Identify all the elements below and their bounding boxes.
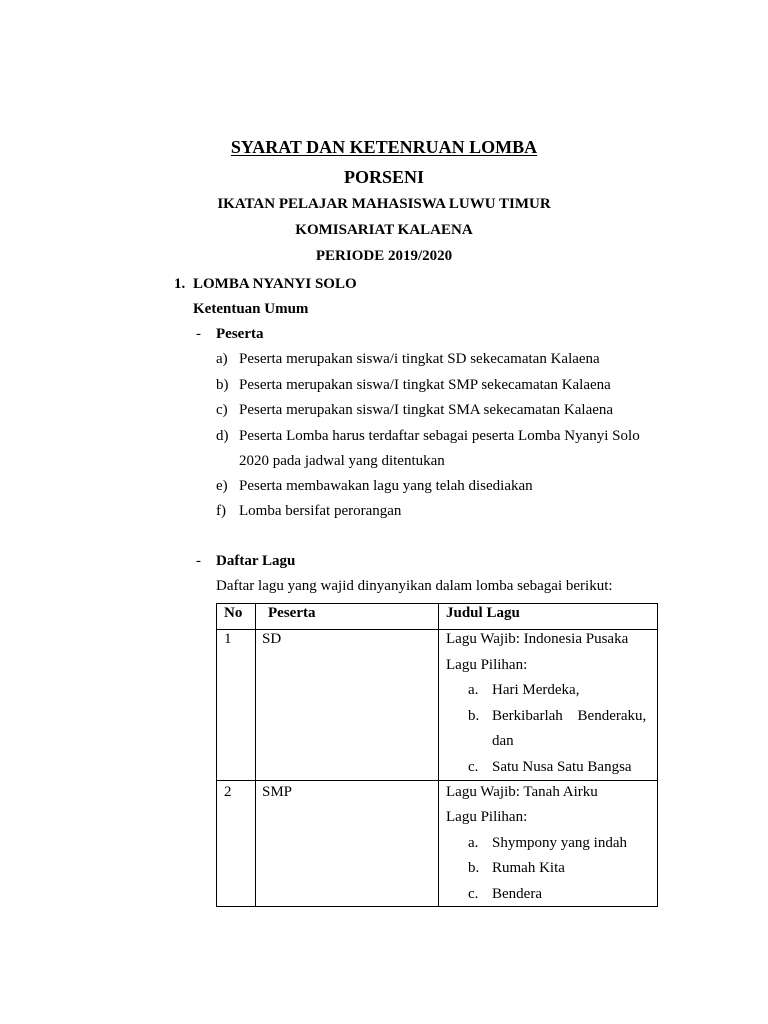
choice-item: Bendera <box>492 886 542 902</box>
list-item: Peserta merupakan siswa/i tingkat SD sekecamatan Kalaena <box>239 351 600 367</box>
document-subtitle: PORSENI <box>343 167 424 187</box>
table-header-no: No <box>224 605 243 621</box>
organization-name: IKATAN PELAJAR MAHASISWA LUWU TIMUR <box>217 196 551 212</box>
section-number: 1. <box>174 276 186 292</box>
choice-marker: a. <box>468 835 479 851</box>
optional-songs-label: Lagu Pilihan: <box>446 657 528 673</box>
song-list-intro: Daftar lagu yang wajid dinyanyikan dalam lomba sebagai berikut: <box>216 578 613 594</box>
choice-item-continuation: dan <box>492 733 514 749</box>
list-item: Peserta merupakan siswa/I tingkat SMA sekecamatan Kalaena <box>239 402 614 418</box>
list-item-marker: d) <box>216 428 229 444</box>
choice-item: Shympony yang indah <box>492 835 627 851</box>
section-title: LOMBA NYANYI SOLO <box>193 276 357 292</box>
table-cell-no: 2 <box>224 784 232 800</box>
song-table <box>216 603 658 907</box>
optional-songs-label: Lagu Pilihan: <box>446 809 528 825</box>
list-item-marker: e) <box>216 478 228 494</box>
table-column-divider <box>438 604 439 906</box>
general-provisions-heading: Ketentuan Umum <box>193 301 309 317</box>
list-item-continuation: 2020 pada jadwal yang ditentukan <box>239 453 445 469</box>
table-cell-peserta: SD <box>262 631 282 647</box>
branch-name: KOMISARIAT KALAENA <box>295 222 473 238</box>
choice-item: Hari Merdeka, <box>492 682 580 698</box>
choice-item: Rumah Kita <box>492 860 565 876</box>
choice-marker: a. <box>468 682 479 698</box>
table-column-divider <box>255 604 256 906</box>
choice-item: Satu Nusa Satu Bangsa <box>492 759 632 775</box>
choice-marker: b. <box>468 708 480 724</box>
mandatory-song: Lagu Wajib: Indonesia Pusaka <box>446 631 629 647</box>
participants-bullet: - <box>196 326 201 342</box>
list-item: Peserta membawakan lagu yang telah disediakan <box>239 478 533 494</box>
list-item-marker: a) <box>216 351 228 367</box>
table-row-divider <box>217 780 657 781</box>
participants-label: Peserta <box>216 326 264 342</box>
choice-marker: b. <box>468 860 480 876</box>
period-label: PERIODE 2019/2020 <box>315 248 453 264</box>
table-cell-peserta: SMP <box>262 784 293 800</box>
document-title: SYARAT DAN KETENRUAN LOMBA <box>230 137 538 157</box>
table-header-peserta: Peserta <box>268 605 316 621</box>
table-row-divider <box>217 629 657 630</box>
list-item: Peserta Lomba harus terdaftar sebagai peserta Lomba Nyanyi Solo <box>239 428 640 444</box>
list-item-marker: c) <box>216 402 228 418</box>
table-header-song-title: Judul Lagu <box>446 605 520 621</box>
list-item: Peserta merupakan siswa/I tingkat SMP sekecamatan Kalaena <box>239 377 611 393</box>
song-list-label: Daftar Lagu <box>216 553 296 569</box>
list-item-marker: b) <box>216 377 229 393</box>
choice-marker: c. <box>468 759 479 775</box>
table-cell-no: 1 <box>224 631 232 647</box>
choice-marker: c. <box>468 886 479 902</box>
songs-bullet: - <box>196 553 201 569</box>
choice-item: Berkibarlah Benderaku, <box>492 708 647 724</box>
list-item-marker: f) <box>216 503 226 519</box>
mandatory-song: Lagu Wajib: Tanah Airku <box>446 784 598 800</box>
list-item: Lomba bersifat perorangan <box>239 503 402 519</box>
